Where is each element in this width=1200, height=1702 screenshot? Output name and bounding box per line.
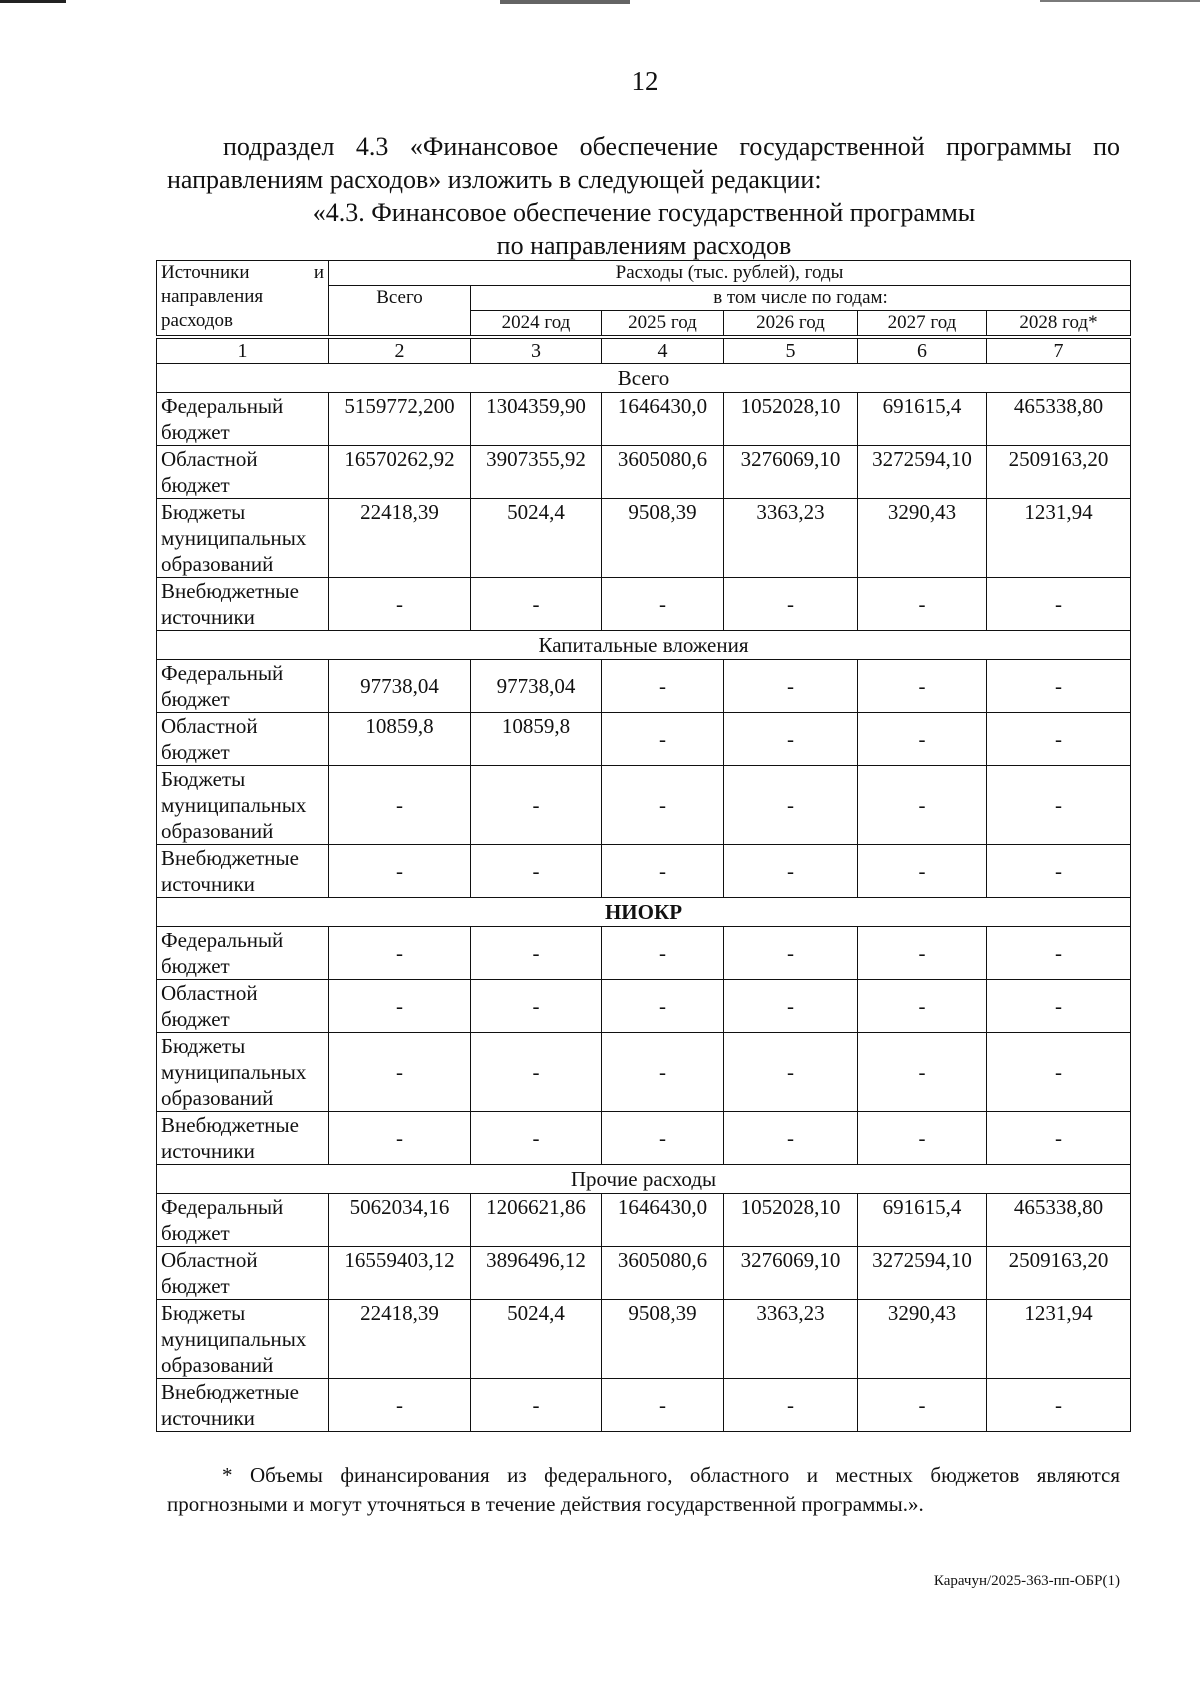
source-cell: Бюджеты муниципальных образований [157, 766, 329, 845]
year-value-cell: - [858, 845, 987, 898]
column-number-cell: 1 [157, 339, 329, 364]
year-value-cell: - [724, 1033, 858, 1112]
year-value-cell: - [602, 980, 724, 1033]
source-cell: Внебюджетные источники [157, 1379, 329, 1432]
year-value-cell: - [471, 927, 602, 980]
year-value-cell: 5024,4 [471, 499, 602, 578]
year-value-cell: 465338,80 [987, 1194, 1131, 1247]
section-title-row [157, 631, 1131, 660]
year-value-cell: 1052028,10 [724, 393, 858, 446]
total-value-cell: 16570262,92 [329, 446, 471, 499]
table-row [157, 393, 1131, 446]
year-value-cell: - [987, 1033, 1131, 1112]
budget-table [156, 260, 1131, 1432]
section-title-row [157, 898, 1131, 927]
section-heading-line1: «4.3. Финансовое обеспечение государственной программы [312, 198, 976, 227]
year-value-cell: - [471, 1033, 602, 1112]
year-value-cell: 1304359,90 [471, 393, 602, 446]
year-value-cell: 3363,23 [724, 1300, 858, 1379]
table-row [157, 578, 1131, 631]
table-row [157, 1112, 1131, 1165]
column-number-cell: 3 [471, 339, 602, 364]
source-header-word-3: расходов [161, 310, 233, 331]
source-cell: Федеральный бюджет [157, 1194, 329, 1247]
year-value-cell: - [858, 980, 987, 1033]
total-value-cell: 5159772,200 [329, 393, 471, 446]
year-value-cell: 97738,04 [471, 660, 602, 713]
year-value-cell: - [724, 578, 858, 631]
source-cell: Федеральный бюджет [157, 393, 329, 446]
source-cell: Федеральный бюджет [157, 927, 329, 980]
year-value-cell: - [471, 980, 602, 1033]
year-value-cell: 1646430,0 [602, 393, 724, 446]
year-value-cell: 3907355,92 [471, 446, 602, 499]
year-header-cell: 2024 год [471, 311, 602, 336]
year-value-cell: - [602, 660, 724, 713]
scan-mark-top-center [500, 0, 630, 4]
year-value-cell: 3276069,10 [724, 1247, 858, 1300]
year-value-cell: 3605080,6 [602, 1247, 724, 1300]
year-value-cell: 2509163,20 [987, 446, 1131, 499]
year-value-cell: - [724, 927, 858, 980]
year-value-cell: - [987, 713, 1131, 766]
table-row [157, 1247, 1131, 1300]
year-value-cell: - [724, 1379, 858, 1432]
year-value-cell: - [471, 766, 602, 845]
source-cell: Федеральный бюджет [157, 660, 329, 713]
year-value-cell: 2509163,20 [987, 1247, 1131, 1300]
table-row [157, 1194, 1131, 1247]
year-value-cell: 1052028,10 [724, 1194, 858, 1247]
year-value-cell: - [602, 578, 724, 631]
source-header-word-1: Источники [161, 262, 250, 283]
year-value-cell: - [602, 927, 724, 980]
table-row [157, 1379, 1131, 1432]
page-number: 12 [631, 66, 659, 96]
table-row [157, 660, 1131, 713]
year-value-cell: 3290,43 [858, 1300, 987, 1379]
year-value-cell: 1231,94 [987, 499, 1131, 578]
by-years-header-cell: в том числе по годам: [471, 286, 1131, 311]
year-value-cell: - [987, 1112, 1131, 1165]
column-number-row [157, 339, 1131, 364]
source-cell: Областной бюджет [157, 1247, 329, 1300]
section-title-cell: Всего [157, 364, 1131, 393]
table-row [157, 713, 1131, 766]
year-value-cell: - [602, 713, 724, 766]
year-value-cell: - [858, 1112, 987, 1165]
year-value-cell: 5024,4 [471, 1300, 602, 1379]
year-value-cell: 3605080,6 [602, 446, 724, 499]
intro-paragraph: подраздел 4.3 «Финансовое обеспечение государственной программы по направлениям расходов» изложить в следующей редакции: [167, 132, 1120, 194]
total-value-cell: 97738,04 [329, 660, 471, 713]
year-value-cell: - [724, 1112, 858, 1165]
section-title-row [157, 364, 1131, 393]
year-value-cell: - [987, 927, 1131, 980]
column-number-cell: 2 [329, 339, 471, 364]
year-value-cell: - [724, 766, 858, 845]
year-value-cell: - [602, 766, 724, 845]
year-value-cell: - [602, 845, 724, 898]
total-value-cell: - [329, 1379, 471, 1432]
year-value-cell: - [471, 1379, 602, 1432]
year-value-cell: - [987, 1379, 1131, 1432]
scan-mark-top-left [0, 0, 66, 3]
year-header-cell: 2027 год [858, 311, 987, 336]
source-cell: Внебюджетные источники [157, 1112, 329, 1165]
year-value-cell: 3896496,12 [471, 1247, 602, 1300]
section-title-cell: Капитальные вложения [157, 631, 1131, 660]
year-header-cell: 2025 год [602, 311, 724, 336]
total-value-cell: 16559403,12 [329, 1247, 471, 1300]
total-value-cell: - [329, 845, 471, 898]
year-value-cell: - [858, 927, 987, 980]
year-value-cell: - [987, 578, 1131, 631]
source-header-word-and: и [313, 262, 324, 283]
table-row [157, 927, 1131, 980]
document-code: Карачун/2025-363-пп-ОБР(1) [933, 1573, 1120, 1589]
year-value-cell: 1646430,0 [602, 1194, 724, 1247]
year-value-cell: - [858, 660, 987, 713]
total-value-cell: 22418,39 [329, 1300, 471, 1379]
source-cell: Бюджеты муниципальных образований [157, 1300, 329, 1379]
year-value-cell: 3363,23 [724, 499, 858, 578]
year-value-cell: 10859,8 [471, 713, 602, 766]
scan-mark-top-right [1040, 0, 1200, 2]
year-value-cell: - [724, 845, 858, 898]
section-title-row [157, 1165, 1131, 1194]
table-row [157, 499, 1131, 578]
year-value-cell: 9508,39 [602, 1300, 724, 1379]
column-number-cell: 5 [724, 339, 858, 364]
year-value-cell: - [987, 660, 1131, 713]
expenses-header-cell: Расходы (тыс. рублей), годы [329, 261, 1131, 286]
table-row [157, 446, 1131, 499]
year-value-cell: - [471, 1112, 602, 1165]
table-row [157, 1300, 1131, 1379]
column-number-cell: 6 [858, 339, 987, 364]
table-row [157, 766, 1131, 845]
section-title-cell: Прочие расходы [157, 1165, 1131, 1194]
year-value-cell: - [471, 845, 602, 898]
year-value-cell: 1231,94 [987, 1300, 1131, 1379]
year-value-cell: - [471, 578, 602, 631]
year-value-cell: 3272594,10 [858, 1247, 987, 1300]
table-header-row-1 [157, 261, 1131, 286]
year-value-cell: - [987, 980, 1131, 1033]
column-number-cell: 4 [602, 339, 724, 364]
source-cell: Областной бюджет [157, 446, 329, 499]
year-value-cell: - [602, 1379, 724, 1432]
year-value-cell: - [724, 980, 858, 1033]
footnote: * Объемы финансирования из федерального, областного и местных бюджетов являются прогнозными и могут уточняться в течение действия государственной программы.». [167, 1463, 1120, 1516]
total-value-cell: - [329, 1112, 471, 1165]
year-value-cell: 691615,4 [858, 393, 987, 446]
year-value-cell: - [602, 1112, 724, 1165]
year-value-cell: - [858, 1033, 987, 1112]
total-value-cell: - [329, 1033, 471, 1112]
source-cell: Внебюджетные источники [157, 845, 329, 898]
source-cell: Областной бюджет [157, 713, 329, 766]
source-header-word-2: направления [161, 286, 264, 307]
column-number-cell: 7 [987, 339, 1131, 364]
year-value-cell: - [987, 845, 1131, 898]
year-value-cell: - [858, 578, 987, 631]
table-row [157, 1033, 1131, 1112]
year-value-cell: 9508,39 [602, 499, 724, 578]
year-value-cell: 3290,43 [858, 499, 987, 578]
source-cell: Областной бюджет [157, 980, 329, 1033]
year-header-cell: 2028 год* [987, 311, 1131, 336]
total-header-cell: Всего [329, 286, 471, 336]
table-row [157, 980, 1131, 1033]
total-value-cell: - [329, 766, 471, 845]
year-value-cell: 3276069,10 [724, 446, 858, 499]
section-heading-line2: по направлениям расходов [496, 231, 792, 260]
year-value-cell: 465338,80 [987, 393, 1131, 446]
source-cell: Внебюджетные источники [157, 578, 329, 631]
year-value-cell: 691615,4 [858, 1194, 987, 1247]
year-header-cell: 2026 год [724, 311, 858, 336]
year-value-cell: - [724, 713, 858, 766]
total-value-cell: - [329, 927, 471, 980]
total-value-cell: - [329, 578, 471, 631]
year-value-cell: - [858, 1379, 987, 1432]
year-value-cell: 1206621,86 [471, 1194, 602, 1247]
year-value-cell: 3272594,10 [858, 446, 987, 499]
year-value-cell: - [987, 766, 1131, 845]
year-value-cell: - [724, 660, 858, 713]
table-row [157, 845, 1131, 898]
year-value-cell: - [602, 1033, 724, 1112]
total-value-cell: - [329, 980, 471, 1033]
source-cell: Бюджеты муниципальных образований [157, 499, 329, 578]
total-value-cell: 10859,8 [329, 713, 471, 766]
total-value-cell: 5062034,16 [329, 1194, 471, 1247]
source-header-cell [157, 261, 329, 336]
source-cell: Бюджеты муниципальных образований [157, 1033, 329, 1112]
section-title-cell: НИОКР [157, 898, 1131, 927]
total-value-cell: 22418,39 [329, 499, 471, 578]
year-value-cell: - [858, 713, 987, 766]
year-value-cell: - [858, 766, 987, 845]
